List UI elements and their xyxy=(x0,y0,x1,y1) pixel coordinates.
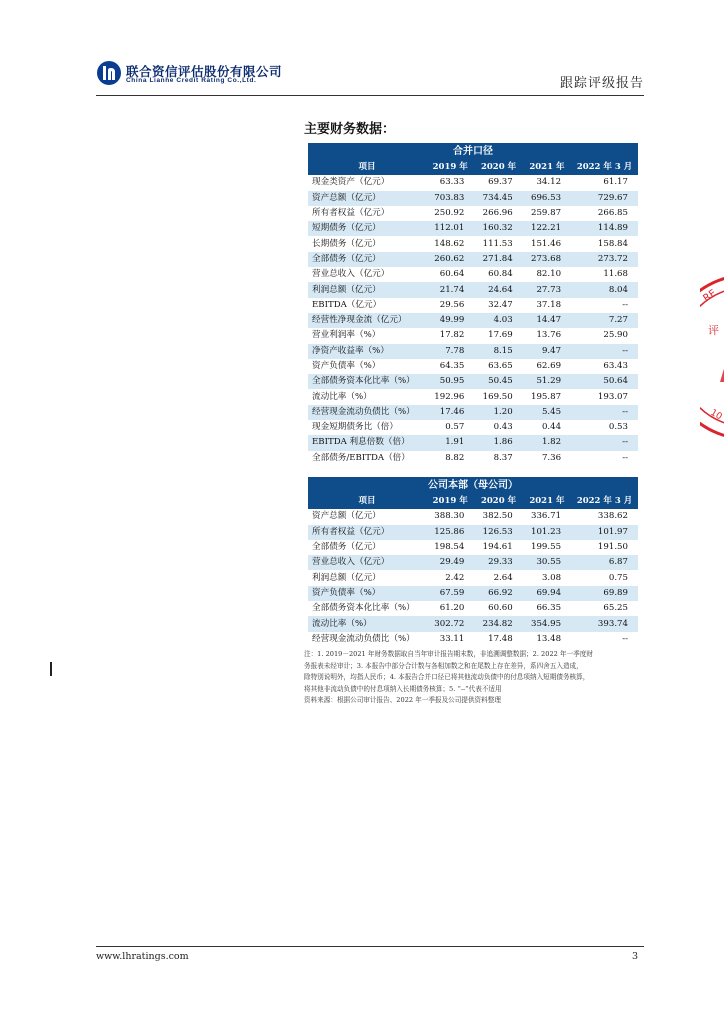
table-row xyxy=(308,191,638,206)
cell-value: 63.65 xyxy=(474,359,522,374)
cell-value: 50.45 xyxy=(474,374,522,389)
cell-value: 199.55 xyxy=(523,540,571,555)
cell-value: 17.46 xyxy=(426,405,474,420)
svg-text:评: 评 xyxy=(708,324,719,337)
row-label: 全部债务（亿元） xyxy=(308,252,426,267)
cell-value: 393.74 xyxy=(571,616,638,631)
cell-value: 388.30 xyxy=(426,509,474,524)
column-header: 2019 年 xyxy=(426,494,474,509)
company-name-en: China Lianhe Credit Rating Co.,Ltd. xyxy=(126,77,257,84)
table-row xyxy=(308,389,638,404)
row-label: 全部债务资本化比率（%） xyxy=(308,601,426,616)
table-row xyxy=(308,570,638,585)
note-line: 务报表未经审计；3. 本报告中部分合计数与各相加数之和在尾数上存在差异，系四舍五入造成， xyxy=(304,661,583,670)
table-row xyxy=(308,616,638,631)
cell-value: 0.57 xyxy=(426,420,474,435)
cell-value: 50.64 xyxy=(571,374,638,389)
cell-value: 1.86 xyxy=(474,435,522,450)
cell-value: 27.73 xyxy=(523,282,571,297)
cell-value: 34.12 xyxy=(523,175,571,190)
row-label: 所有者权益（亿元） xyxy=(308,525,426,540)
table-row xyxy=(308,328,638,343)
svg-text:RE: RE xyxy=(701,287,719,305)
page-number: 3 xyxy=(631,951,638,962)
row-label: 经营现金流动负债比（%） xyxy=(308,632,426,647)
row-label: 流动比率（%） xyxy=(308,389,426,404)
row-label: 营业总收入（亿元） xyxy=(308,555,426,570)
row-label: 利润总额（亿元） xyxy=(308,282,426,297)
cell-value: 24.64 xyxy=(474,282,522,297)
table-row xyxy=(308,374,638,389)
column-header: 2021 年 xyxy=(523,494,571,509)
cell-value: 4.03 xyxy=(474,313,522,328)
cell-value: 234.82 xyxy=(474,616,522,631)
row-label: EBITDA（亿元） xyxy=(308,298,426,313)
cell-value: 11.68 xyxy=(571,267,638,282)
cell-value: 2.42 xyxy=(426,570,474,585)
cell-value: 114.89 xyxy=(571,221,638,236)
table-row xyxy=(308,298,638,313)
header-divider xyxy=(96,95,644,96)
note-line: 注：1. 2019－2021 年财务数据取自当年审计报告期末数，非追溯调整数据；2. 2022 年一季度财 xyxy=(304,650,593,658)
table-row xyxy=(308,435,638,450)
cell-value: 0.44 xyxy=(523,420,571,435)
company-seal-stamp xyxy=(700,262,724,452)
row-label: 所有者权益（亿元） xyxy=(308,206,426,221)
cell-value: 382.50 xyxy=(474,509,522,524)
cell-value: 729.67 xyxy=(571,191,638,206)
cell-value: 169.50 xyxy=(474,389,522,404)
row-label: 短期债务（亿元） xyxy=(308,221,426,236)
cell-value: -- xyxy=(571,435,638,450)
table-row xyxy=(308,313,638,328)
cell-value: 7.36 xyxy=(523,451,571,466)
row-label: 全部债务（亿元） xyxy=(308,540,426,555)
cell-value: 0.43 xyxy=(474,420,522,435)
report-type-label: 跟踪评级报告 xyxy=(559,76,644,91)
row-label: 资产负债率（%） xyxy=(308,586,426,601)
row-label: 全部债务资本化比率（%） xyxy=(308,374,426,389)
cell-value: 9.47 xyxy=(523,344,571,359)
row-label: 利润总额（亿元） xyxy=(308,570,426,585)
row-label: 资产总额（亿元） xyxy=(308,191,426,206)
table-row xyxy=(308,405,638,420)
cell-value: 1.82 xyxy=(523,435,571,450)
cell-value: 63.43 xyxy=(571,359,638,374)
column-header: 2020 年 xyxy=(474,494,522,509)
cell-value: 302.72 xyxy=(426,616,474,631)
consolidated-financial-table xyxy=(308,143,638,466)
cell-value: 125.86 xyxy=(426,525,474,540)
cell-value: 14.47 xyxy=(523,313,571,328)
cell-value: 734.45 xyxy=(474,191,522,206)
cell-value: 13.48 xyxy=(523,632,571,647)
row-label: 长期债务（亿元） xyxy=(308,236,426,251)
cell-value: 0.53 xyxy=(571,420,638,435)
cell-value: -- xyxy=(571,405,638,420)
table-row xyxy=(308,555,638,570)
row-label: 现金短期债务比（倍） xyxy=(308,420,426,435)
cell-value: 271.84 xyxy=(474,252,522,267)
cell-value: 3.08 xyxy=(523,570,571,585)
cell-value: 17.69 xyxy=(474,328,522,343)
svg-text:10: 10 xyxy=(708,407,724,423)
cell-value: 29.49 xyxy=(426,555,474,570)
cell-value: 17.82 xyxy=(426,328,474,343)
cell-value: 195.87 xyxy=(523,389,571,404)
cell-value: 62.69 xyxy=(523,359,571,374)
cell-value: 30.55 xyxy=(523,555,571,570)
source-line: 资料来源：根据公司审计报告、2022 年一季报及公司提供资料整理 xyxy=(304,696,501,704)
cell-value: 260.62 xyxy=(426,252,474,267)
cell-value: 8.82 xyxy=(426,451,474,466)
section-title: 主要财务数据： xyxy=(304,122,396,137)
table-row xyxy=(308,344,638,359)
cell-value: 191.50 xyxy=(571,540,638,555)
cell-value: 61.20 xyxy=(426,601,474,616)
table-row xyxy=(308,221,638,236)
page-header xyxy=(96,60,644,92)
cell-value: 66.92 xyxy=(474,586,522,601)
table-row xyxy=(308,586,638,601)
row-label: 流动比率（%） xyxy=(308,616,426,631)
table-header-row xyxy=(308,160,638,175)
cell-value: 273.68 xyxy=(523,252,571,267)
footer-website: www.lhratings.com xyxy=(96,951,189,962)
cell-value: 82.10 xyxy=(523,267,571,282)
cell-value: 8.37 xyxy=(474,451,522,466)
table-band-title: 合并口径 xyxy=(308,143,638,160)
table-row xyxy=(308,252,638,267)
cell-value: 336.71 xyxy=(523,509,571,524)
cell-value: 0.75 xyxy=(571,570,638,585)
footer-divider xyxy=(96,946,644,947)
cell-value: 65.25 xyxy=(571,601,638,616)
table-row xyxy=(308,359,638,374)
note-line: 除特别说明外，均指人民币；4. 本报告合并口径已将其他流动负债中的付息项纳入短期债务核算， xyxy=(304,673,590,681)
cell-value: 69.89 xyxy=(571,586,638,601)
cell-value: 194.61 xyxy=(474,540,522,555)
cell-value: 148.62 xyxy=(426,236,474,251)
margin-mark xyxy=(50,662,52,676)
table-band-title: 公司本部（母公司） xyxy=(308,477,638,494)
cell-value: 160.32 xyxy=(474,221,522,236)
cell-value: 8.15 xyxy=(474,344,522,359)
cell-value: 696.53 xyxy=(523,191,571,206)
table-header-row xyxy=(308,494,638,509)
row-label: 经营现金流动负债比（%） xyxy=(308,405,426,420)
table-row xyxy=(308,601,638,616)
cell-value: 1.91 xyxy=(426,435,474,450)
cell-value: 66.35 xyxy=(523,601,571,616)
cell-value: 37.18 xyxy=(523,298,571,313)
cell-value: 29.56 xyxy=(426,298,474,313)
note-line: 将其他非流动负债中的付息项纳入长期债务核算；5. “--”代表不适用 xyxy=(304,684,502,693)
row-label: 净资产收益率（%） xyxy=(308,344,426,359)
cell-value: 51.29 xyxy=(523,374,571,389)
row-label: 全部债务/EBITDA（倍） xyxy=(308,451,426,466)
row-label: 营业总收入（亿元） xyxy=(308,267,426,282)
table-row xyxy=(308,525,638,540)
table-row xyxy=(308,420,638,435)
cell-value: 2.64 xyxy=(474,570,522,585)
cell-value: 60.84 xyxy=(474,267,522,282)
column-header: 2020 年 xyxy=(474,160,522,175)
cell-value: 1.20 xyxy=(474,405,522,420)
cell-value: 111.53 xyxy=(474,236,522,251)
column-header: 2022 年 3 月 xyxy=(571,160,638,175)
cell-value: 122.21 xyxy=(523,221,571,236)
column-header: 项目 xyxy=(308,160,426,175)
cell-value: 49.99 xyxy=(426,313,474,328)
cell-value: -- xyxy=(571,344,638,359)
cell-value: -- xyxy=(571,298,638,313)
cell-value: -- xyxy=(571,451,638,466)
cell-value: 21.74 xyxy=(426,282,474,297)
cell-value: 7.27 xyxy=(571,313,638,328)
cell-value: 101.23 xyxy=(523,525,571,540)
cell-value: 126.53 xyxy=(474,525,522,540)
lianhe-logo-icon xyxy=(96,60,122,86)
cell-value: 338.62 xyxy=(571,509,638,524)
company-name-cn: 联合资信评估股份有限公司 xyxy=(126,64,283,79)
row-label: 营业利润率（%） xyxy=(308,328,426,343)
row-label: EBITDA 利息倍数（倍） xyxy=(308,435,426,450)
cell-value: 69.94 xyxy=(523,586,571,601)
cell-value: 8.04 xyxy=(571,282,638,297)
cell-value: 60.64 xyxy=(426,267,474,282)
cell-value: 5.45 xyxy=(523,405,571,420)
cell-value: 60.60 xyxy=(474,601,522,616)
column-header: 2022 年 3 月 xyxy=(571,494,638,509)
cell-value: 17.48 xyxy=(474,632,522,647)
table-row xyxy=(308,451,638,466)
table-row xyxy=(308,632,638,647)
table-row xyxy=(308,267,638,282)
cell-value: 259.87 xyxy=(523,206,571,221)
cell-value: 13.76 xyxy=(523,328,571,343)
cell-value: 6.87 xyxy=(571,555,638,570)
cell-value: 354.95 xyxy=(523,616,571,631)
cell-value: 151.46 xyxy=(523,236,571,251)
table-row xyxy=(308,540,638,555)
table-row xyxy=(308,509,638,524)
cell-value: 32.47 xyxy=(474,298,522,313)
column-header: 2019 年 xyxy=(426,160,474,175)
column-header: 项目 xyxy=(308,494,426,509)
table-row xyxy=(308,282,638,297)
cell-value: -- xyxy=(571,632,638,647)
cell-value: 703.83 xyxy=(426,191,474,206)
cell-value: 25.90 xyxy=(571,328,638,343)
cell-value: 266.85 xyxy=(571,206,638,221)
cell-value: 63.33 xyxy=(426,175,474,190)
cell-value: 101.97 xyxy=(571,525,638,540)
cell-value: 29.33 xyxy=(474,555,522,570)
cell-value: 50.95 xyxy=(426,374,474,389)
table-notes xyxy=(304,649,638,707)
cell-value: 266.96 xyxy=(474,206,522,221)
cell-value: 192.96 xyxy=(426,389,474,404)
cell-value: 273.72 xyxy=(571,252,638,267)
cell-value: 61.17 xyxy=(571,175,638,190)
row-label: 现金类资产（亿元） xyxy=(308,175,426,190)
cell-value: 64.35 xyxy=(426,359,474,374)
column-header: 2021 年 xyxy=(523,160,571,175)
cell-value: 193.07 xyxy=(571,389,638,404)
row-label: 资产总额（亿元） xyxy=(308,509,426,524)
row-label: 经营性净现金流（亿元） xyxy=(308,313,426,328)
table-row xyxy=(308,236,638,251)
table-row xyxy=(308,206,638,221)
cell-value: 69.37 xyxy=(474,175,522,190)
row-label: 资产负债率（%） xyxy=(308,359,426,374)
cell-value: 250.92 xyxy=(426,206,474,221)
table-row xyxy=(308,175,638,190)
cell-value: 33.11 xyxy=(426,632,474,647)
cell-value: 198.54 xyxy=(426,540,474,555)
cell-value: 158.84 xyxy=(571,236,638,251)
parent-company-financial-table xyxy=(308,477,638,647)
cell-value: 67.59 xyxy=(426,586,474,601)
cell-value: 112.01 xyxy=(426,221,474,236)
cell-value: 7.78 xyxy=(426,344,474,359)
